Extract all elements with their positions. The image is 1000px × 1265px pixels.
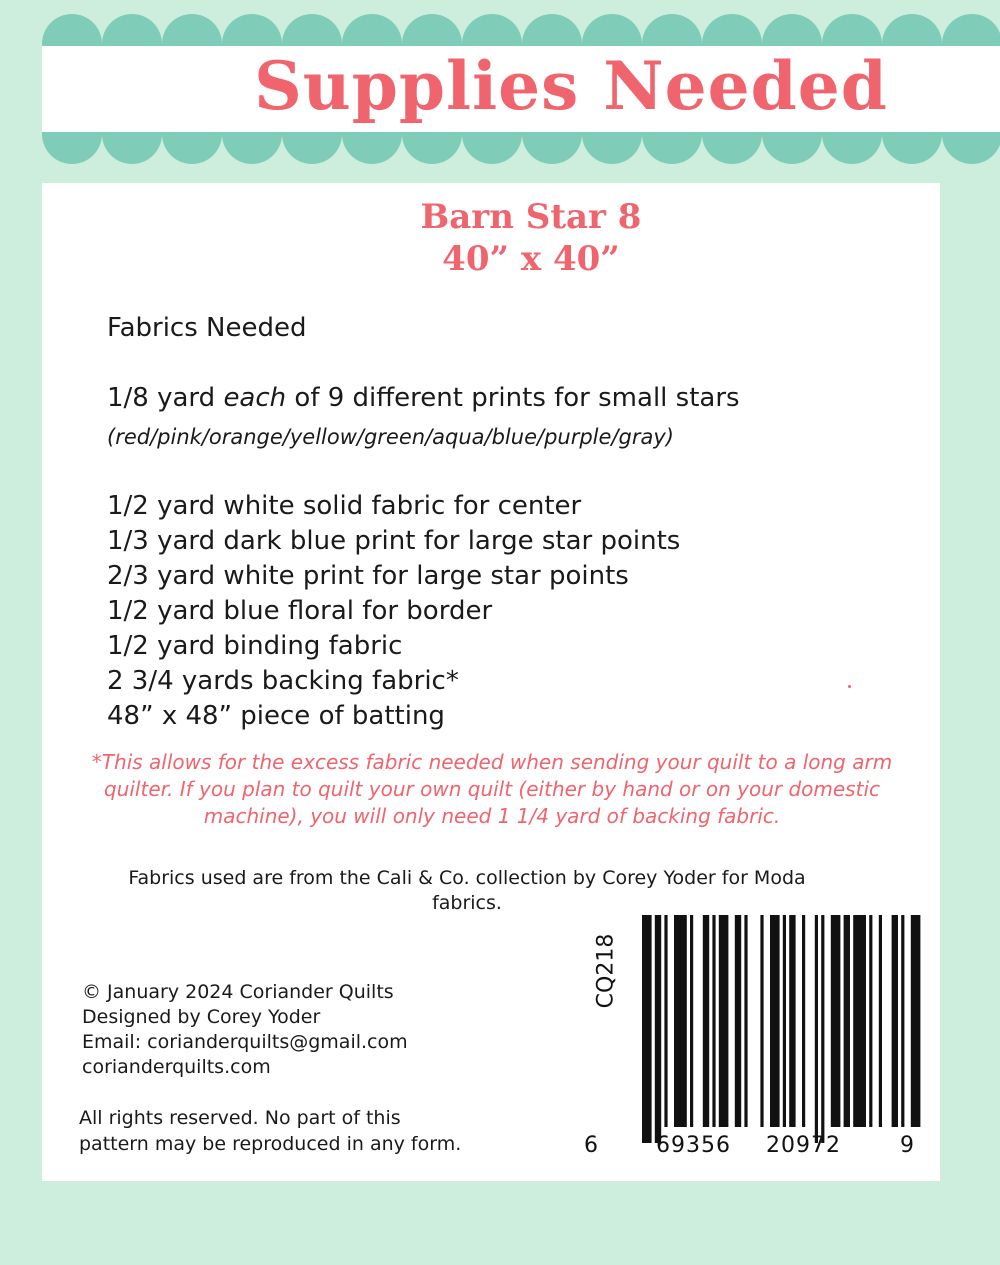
small-stars-line bbox=[107, 383, 740, 413]
scallop bbox=[762, 132, 822, 164]
scallop bbox=[582, 132, 642, 164]
list-item: 48” x 48” piece of batting bbox=[107, 701, 445, 731]
designer-line: Designed by Corey Yoder bbox=[82, 1006, 321, 1028]
barcode-bar bbox=[783, 915, 786, 1127]
list-item: 1/2 yard binding fabric bbox=[107, 631, 403, 661]
barcode-bar bbox=[719, 915, 729, 1127]
scallop bbox=[642, 132, 702, 164]
scallop bbox=[462, 14, 522, 46]
small-stars-prefix: 1/8 yard bbox=[107, 383, 224, 413]
scallop bbox=[102, 14, 162, 46]
scallop bbox=[702, 14, 762, 46]
scallop bbox=[942, 132, 1000, 164]
barcode-bar bbox=[901, 915, 904, 1127]
fabrics-heading: Fabrics Needed bbox=[107, 313, 307, 343]
scallop bbox=[342, 14, 402, 46]
scallop-border-top bbox=[42, 14, 1000, 46]
scallop bbox=[822, 14, 882, 46]
barcode-bar bbox=[879, 915, 882, 1127]
backing-footnote: *This allows for the excess fabric needed when sending your quilt to a long arm quilter. If you plan to quilt your own quilt (either by hand or on your domestic machine), you will only need 1 1/4 yard of backing fabric. bbox=[91, 750, 893, 828]
list-item: 1/3 yard dark blue print for large star points bbox=[107, 526, 681, 556]
scallop bbox=[882, 14, 942, 46]
scallop bbox=[522, 14, 582, 46]
scallop bbox=[402, 14, 462, 46]
barcode-bar bbox=[655, 915, 661, 1143]
scallop bbox=[162, 14, 222, 46]
scallop bbox=[942, 14, 1000, 46]
scallop bbox=[42, 14, 102, 46]
list-item: 1/2 yard white solid fabric for center bbox=[107, 491, 582, 521]
scallop bbox=[222, 132, 282, 164]
scallop-border-bottom bbox=[42, 132, 1000, 164]
scallop bbox=[162, 132, 222, 164]
rights-line: pattern may be reproduced in any form. bbox=[79, 1133, 462, 1155]
scallop bbox=[702, 132, 762, 164]
supply-list bbox=[107, 489, 680, 734]
barcode-bar bbox=[770, 915, 780, 1127]
list-item: 2/3 yard white print for large star points bbox=[107, 561, 629, 591]
fabric-credit: Fabrics used are from the Cali & Co. collection by Corey Yoder for Moda fabrics. bbox=[128, 867, 806, 914]
scallop bbox=[222, 14, 282, 46]
small-stars-suffix: of 9 different prints for small stars bbox=[286, 383, 740, 413]
barcode-digit: 9 bbox=[900, 1133, 915, 1158]
scallop bbox=[522, 132, 582, 164]
scallop bbox=[882, 132, 942, 164]
small-stars-emphasis: each bbox=[223, 383, 287, 413]
barcode-bar bbox=[869, 915, 872, 1127]
scallop bbox=[282, 132, 342, 164]
barcode-bar bbox=[789, 915, 795, 1127]
barcode-bar bbox=[831, 915, 841, 1127]
scallop bbox=[462, 132, 522, 164]
barcode-bars bbox=[582, 915, 922, 1173]
rights-line: All rights reserved. No part of this bbox=[79, 1107, 401, 1129]
barcode-bar bbox=[744, 915, 747, 1127]
scallop bbox=[642, 14, 702, 46]
barcode-bar bbox=[853, 915, 866, 1127]
copyright-line: © January 2024 Coriander Quilts bbox=[82, 981, 394, 1003]
barcode-bar bbox=[844, 915, 850, 1127]
barcode-bar bbox=[703, 915, 709, 1127]
page-title: Supplies Needed bbox=[254, 47, 888, 125]
email-line: Email: corianderquilts@gmail.com bbox=[82, 1031, 408, 1053]
barcode-bar bbox=[642, 915, 652, 1143]
product-code-text: CQ218 bbox=[593, 933, 619, 1009]
scallop bbox=[282, 14, 342, 46]
scallop bbox=[822, 132, 882, 164]
barcode-bar bbox=[892, 915, 898, 1127]
barcode-bar bbox=[712, 915, 715, 1127]
scallop bbox=[762, 14, 822, 46]
list-item: 2 3/4 yards backing fabric* bbox=[107, 666, 459, 696]
barcode-digit: 20972 bbox=[766, 1133, 841, 1158]
small-stars-colors: (red/pink/orange/yellow/green/aqua/blue/purple/gray) bbox=[107, 425, 674, 449]
rights-notice bbox=[79, 1105, 461, 1157]
barcode-bar bbox=[821, 915, 824, 1143]
barcode-digit: 69356 bbox=[656, 1133, 731, 1158]
barcode-bar bbox=[760, 915, 763, 1127]
barcode bbox=[582, 915, 922, 1173]
barcode-digit: 6 bbox=[584, 1133, 599, 1158]
list-item: 1/2 yard blue floral for border bbox=[107, 596, 493, 626]
barcode-bar bbox=[802, 915, 805, 1127]
barcode-bar bbox=[911, 915, 921, 1127]
supplies-card bbox=[42, 183, 940, 1181]
scallop bbox=[42, 132, 102, 164]
barcode-bar bbox=[690, 915, 693, 1127]
scallop bbox=[102, 132, 162, 164]
pattern-size: 40” x 40” bbox=[442, 239, 620, 279]
barcode-bar bbox=[674, 915, 687, 1127]
scallop bbox=[342, 132, 402, 164]
barcode-bar bbox=[664, 915, 667, 1127]
scallop bbox=[582, 14, 642, 46]
stray-dot bbox=[848, 685, 851, 688]
copyright-block bbox=[82, 980, 408, 1080]
barcode-bar bbox=[815, 915, 818, 1143]
scallop bbox=[402, 132, 462, 164]
pattern-name: Barn Star 8 bbox=[420, 197, 642, 237]
website-line: corianderquilts.com bbox=[82, 1056, 271, 1078]
barcode-bar bbox=[735, 915, 741, 1127]
